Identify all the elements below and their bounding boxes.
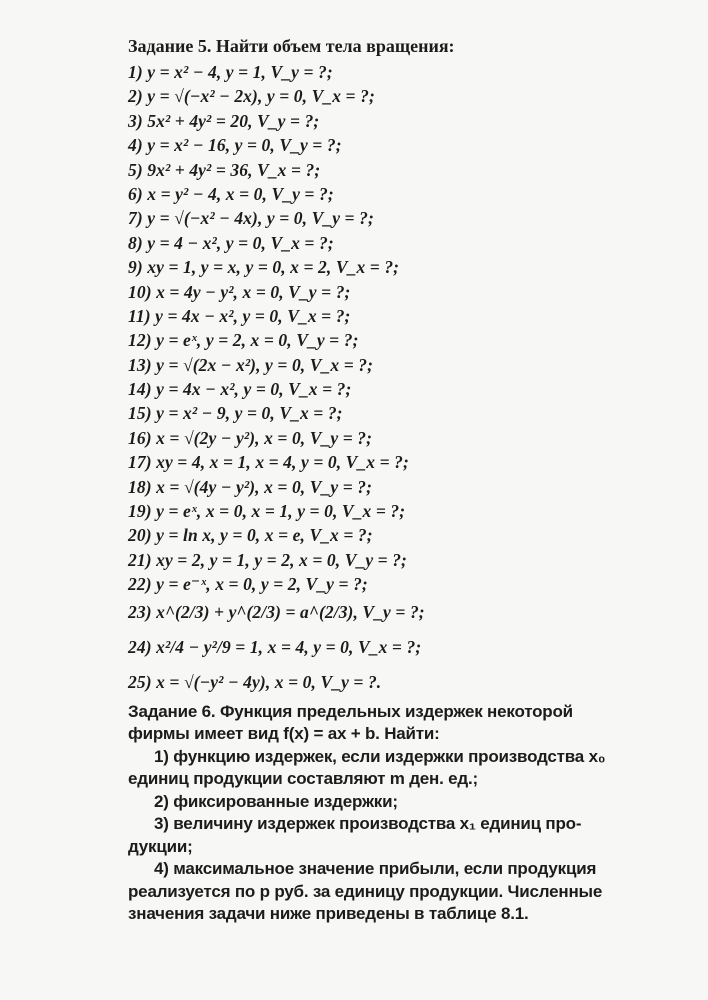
task6-item-2-line1: 2) фиксированные издержки; [154, 791, 398, 811]
list-item: 21) xy = 2, y = 1, y = 2, x = 0, V_y = ?; [128, 549, 407, 570]
task6-block [128, 701, 648, 926]
list-item: 17) xy = 4, x = 1, x = 4, y = 0, V_x = ?; [128, 452, 409, 473]
task6-item-4 [128, 858, 648, 881]
list-item: 4) y = x² − 16, y = 0, V_y = ?; [128, 135, 342, 156]
list-item: 11) y = 4x − x², y = 0, V_x = ?; [128, 305, 351, 326]
list-item: 8) y = 4 − x², y = 0, V_x = ?; [128, 232, 334, 253]
task6-item-1-cont [128, 768, 648, 791]
list-item: 13) y = √(2x − x²), y = 0, V_x = ?; [128, 354, 374, 375]
task5-list [128, 60, 648, 697]
list-item: 12) y = eˣ, y = 2, x = 0, V_y = ?; [128, 330, 359, 351]
task5-heading [128, 34, 648, 58]
task6-intro-line2: фирмы имеет вид f(x) = ax + b. Найти: [128, 724, 440, 744]
task5-heading-number: Задание 5. [128, 36, 212, 56]
task6-heading-number: Задание 6. [128, 701, 216, 721]
task6-heading [128, 701, 648, 724]
task6-item-3-line2: дукции; [128, 836, 193, 856]
task6-item-4-line1: 4) максимальное значение прибыли, если продукция [154, 859, 597, 879]
task5-heading-text: Найти объем тела вращения: [215, 36, 455, 56]
list-item: 24) x²/4 − y²/9 = 1, x = 4, y = 0, V_x = ?; [128, 636, 422, 657]
list-item: 15) y = x² − 9, y = 0, V_x = ?; [128, 403, 343, 424]
document-content [128, 34, 648, 926]
task6-item-3-cont [128, 836, 648, 859]
list-item: 3) 5x² + 4y² = 20, V_y = ?; [128, 110, 320, 131]
list-item: 10) x = 4y − y², x = 0, V_y = ?; [128, 281, 351, 302]
task6-item-4-cont [128, 881, 648, 926]
list-item: 23) x^(2/3) + y^(2/3) = a^(2/3), V_y = ?; [128, 601, 425, 622]
task6-item-1 [128, 746, 648, 769]
list-item: 18) x = √(4y − y²), x = 0, V_y = ?; [128, 476, 373, 497]
list-item: 20) y = ln x, y = 0, x = e, V_x = ?; [128, 525, 373, 546]
task6-item-1-line2: единиц продукции составляют m ден. ед.; [128, 769, 479, 789]
task6-item-4-line3: значения задачи ниже приведены в таблице 8.1. [128, 904, 529, 924]
list-item: 25) x = √(−y² − 4y), x = 0, V_y = ?. [128, 671, 382, 692]
task6-item-1-line1: 1) функцию издержек, если издержки производства x₀ [154, 746, 606, 766]
task6-item-3 [128, 813, 648, 836]
list-item: 1) y = x² − 4, y = 1, V_y = ?; [128, 62, 333, 82]
list-item: 2) y = √(−x² − 2x), y = 0, V_x = ?; [128, 86, 375, 107]
list-item: 22) y = e⁻ˣ, x = 0, y = 2, V_y = ?; [128, 574, 368, 595]
task6-intro-line1: Функция предельных издержек некоторой [219, 701, 573, 721]
list-item: 14) y = 4x − x², y = 0, V_x = ?; [128, 379, 352, 400]
task6-item-2 [128, 791, 648, 814]
task6-item-4-line2: реализуется по p руб. за единицу продукции. Численные [128, 881, 603, 901]
list-item: 16) x = √(2y − y²), x = 0, V_y = ?; [128, 427, 373, 448]
list-item: 5) 9x² + 4y² = 36, V_x = ?; [128, 159, 321, 180]
list-item: 7) y = √(−x² − 4x), y = 0, V_y = ?; [128, 208, 374, 229]
list-item: 9) xy = 1, y = x, y = 0, x = 2, V_x = ?; [128, 257, 400, 278]
task6-item-3-line1: 3) величину издержек производства x₁ единиц про- [154, 814, 582, 834]
list-item: 19) y = eˣ, x = 0, x = 1, y = 0, V_x = ?; [128, 501, 406, 522]
list-item: 6) x = y² − 4, x = 0, V_y = ?; [128, 183, 334, 204]
task6-intro [128, 723, 648, 746]
